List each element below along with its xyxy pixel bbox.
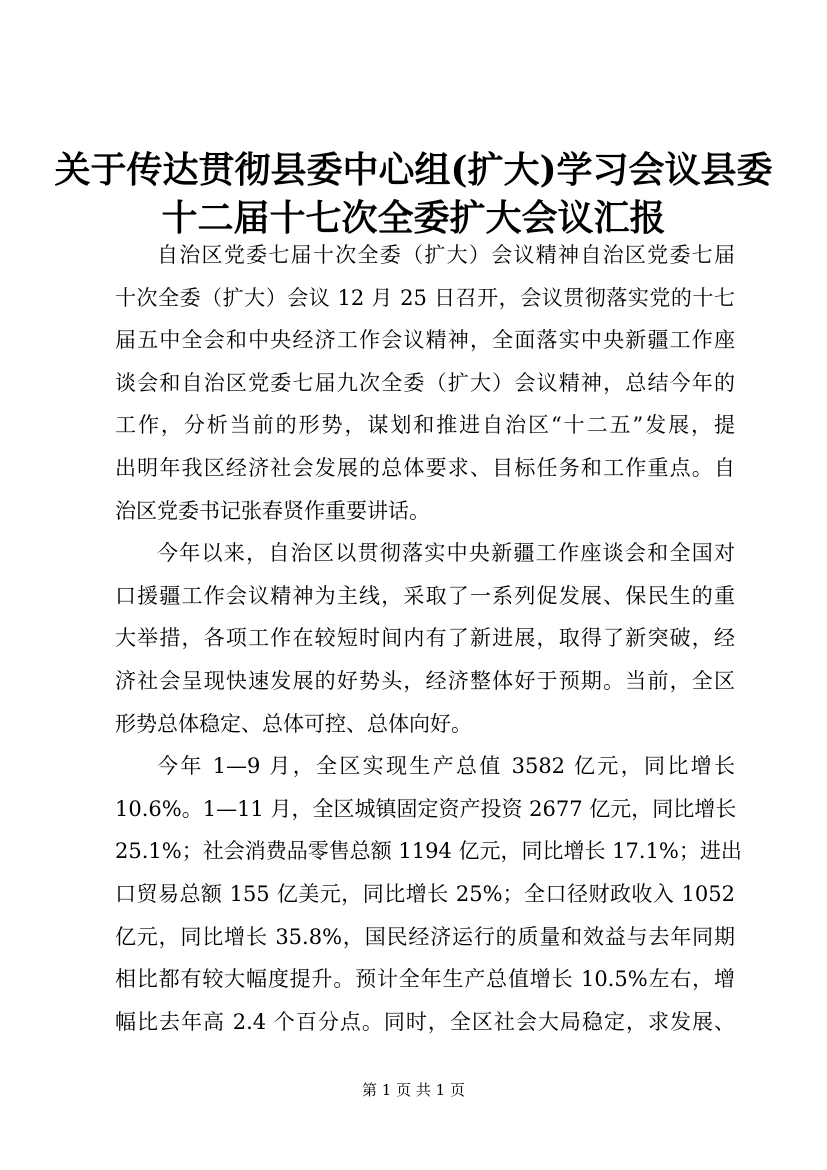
paragraph-line: 10.6%。1—11 月，全区城镇固定资产投资 2677 亿元，同比增长 (115, 796, 737, 821)
paragraph-line: 治区党委书记张春贤作重要讲话。 (115, 498, 430, 523)
paragraph-line: 亿元，同比增长 35.8%，国民经济运行的质量和效益与去年同期 (115, 924, 735, 949)
paragraph-line: 口援疆工作会议精神为主线，采取了一系列促发展、保民生的重 (115, 583, 735, 608)
title-line-2: 十二届十七次全委扩大会议汇报 (161, 197, 666, 239)
paragraph-line: 工作，分析当前的形势，谋划和推进自治区“十二五”发展，提 (115, 413, 735, 438)
paragraph-line: 形势总体稳定、总体可控、总体向好。 (115, 711, 472, 736)
paragraph-line: 十次全委（扩大）会议 12 月 25 日召开，会议贯彻落实党的十七 (115, 285, 735, 310)
paragraph-3 (115, 745, 742, 1043)
document-body (115, 234, 742, 1043)
paragraph-1 (115, 234, 735, 532)
paragraph-line: 今年 1—9 月，全区实现生产总值 3582 亿元，同比增长 (157, 754, 735, 779)
paragraph-line: 出明年我区经济社会发展的总体要求、目标任务和工作重点。自 (115, 455, 735, 480)
paragraph-line: 济社会呈现快速发展的好势头，经济整体好于预期。当前，全区 (115, 668, 735, 693)
paragraph-line: 25.1%；社会消费品零售总额 1194 亿元，同比增长 17.1%；进出 (115, 839, 742, 864)
paragraph-line: 大举措，各项工作在较短时间内有了新进展，取得了新突破，经 (115, 626, 735, 651)
document-title (40, 146, 787, 242)
title-line-1: 关于传达贯彻县委中心组(扩大)学习会议县委 (54, 149, 773, 191)
paragraph-line: 口贸易总额 155 亿美元，同比增长 25%；全口径财政收入 1052 (115, 881, 735, 906)
paragraph-line: 相比都有较大幅度提升。预计全年生产总值增长 10.5%左右，增 (115, 967, 735, 992)
paragraph-line: 谈会和自治区党委七届九次全委（扩大）会议精神，总结今年的 (115, 370, 735, 395)
paragraph-line: 自治区党委七届十次全委（扩大）会议精神自治区党委七届 (157, 243, 735, 267)
paragraph-line: 今年以来，自治区以贯彻落实中央新疆工作座谈会和全国对 (157, 541, 735, 566)
paragraph-line: 届五中全会和中央经济工作会议精神，全面落实中央新疆工作座 (115, 328, 735, 353)
page-footer: 第 1 页 共 1 页 (362, 1081, 465, 1099)
paragraph-2 (115, 532, 735, 745)
paragraph-line: 幅比去年高 2.4 个百分点。同时，全区社会大局稳定，求发展、 (115, 1009, 735, 1034)
